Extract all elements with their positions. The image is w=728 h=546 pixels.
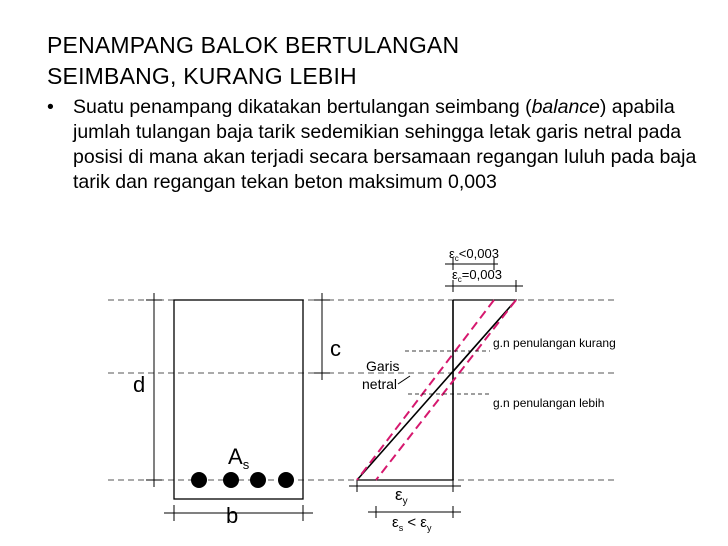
eps-y-bracket xyxy=(349,480,461,492)
label-netral: netral xyxy=(362,376,398,392)
label-d: d xyxy=(133,372,146,397)
title-line-1: PENAMPANG BALOK BERTULANGAN xyxy=(47,32,460,58)
rebar-3 xyxy=(250,472,266,488)
dimension-c xyxy=(314,293,330,380)
label-gn-lebih: g.n penulangan lebih xyxy=(493,396,605,410)
label-c: c xyxy=(330,336,341,361)
label-As: $A_s$ xyxy=(228,444,250,472)
label-eps-c-equal: $\varepsilon_c=0,003$ xyxy=(452,267,502,284)
paragraph-italic-term: balance xyxy=(531,96,600,118)
label-eps-c-less: $\varepsilon_c<0,003$ xyxy=(449,246,499,263)
rebar-2 xyxy=(223,472,239,488)
title-line-2: SEIMBANG, KURANG LEBIH xyxy=(47,63,357,89)
dimension-b xyxy=(164,505,313,521)
rebar-4 xyxy=(278,472,294,488)
paragraph-part-1: Suatu penampang dikatakan bertulangan seimbang ( xyxy=(73,96,532,118)
beam-section-rect xyxy=(174,300,303,499)
netral-leader-line xyxy=(398,376,410,384)
label-garis: Garis xyxy=(366,358,400,374)
label-eps-s-lt-eps-y: $\varepsilon_s < \varepsilon_y$ xyxy=(392,514,432,533)
dimension-d xyxy=(146,293,162,487)
label-gn-kurang: g.n penulangan kurang xyxy=(493,336,616,350)
bullet-icon: • xyxy=(47,96,54,118)
paragraph-part-2: ) apabila jumlah tulangan baja tarik sedemikian sehingga letak garis netral pada posisi di mana akan terjadi secara bersamaan regangan luluh pada baja tarik dan regangan tekan beton maksimum 0,003 xyxy=(73,96,697,193)
label-b: b xyxy=(226,503,239,528)
rebar-1 xyxy=(191,472,207,488)
label-eps-y: $\varepsilon_y$ xyxy=(395,485,408,507)
